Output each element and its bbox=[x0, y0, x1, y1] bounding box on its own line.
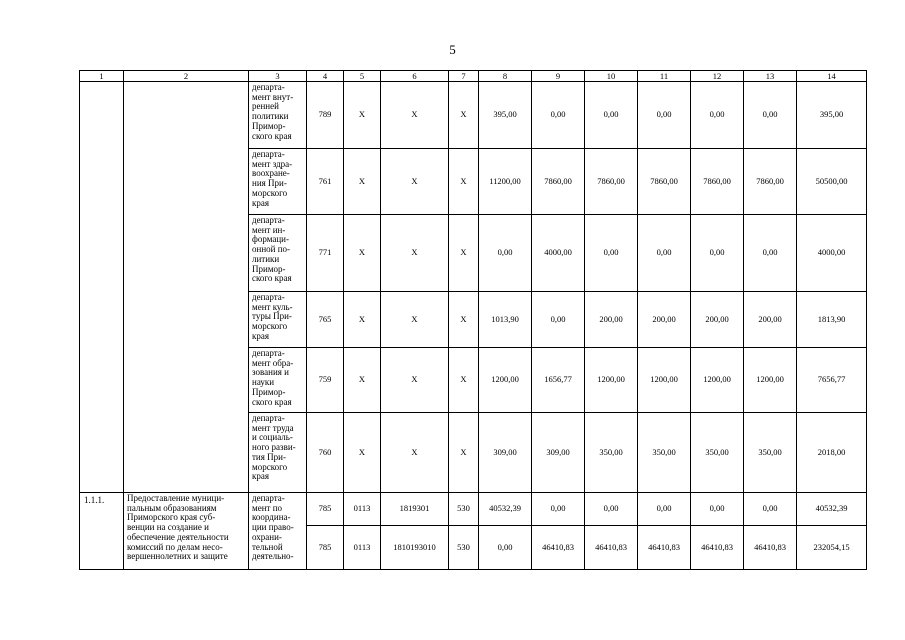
value-cell-c7: X bbox=[449, 348, 479, 413]
value-cell-c5: X bbox=[344, 292, 381, 348]
column-number: 14 bbox=[797, 71, 867, 82]
value-cell-c10: 350,00 bbox=[585, 413, 638, 493]
agency-cell: департа- мент внут- ренней политики Примор- ского края bbox=[249, 82, 307, 149]
value-cell-c13: 1200,00 bbox=[744, 348, 797, 413]
item-number-cell: 1.1.1. bbox=[80, 493, 124, 570]
value-cell-c8: 40532,39 bbox=[479, 493, 532, 526]
value-cell-c10: 46410,83 bbox=[585, 526, 638, 570]
budget-table bbox=[79, 70, 867, 570]
agency-cell: департа- мент обра- зования и науки Примор- ского края bbox=[249, 348, 307, 413]
value-cell-c9: 1656,77 bbox=[532, 348, 585, 413]
value-cell-c5: X bbox=[344, 413, 381, 493]
agency-cell: департа- мент здра- воохране- ния При- морского края bbox=[249, 149, 307, 215]
value-cell-c5: X bbox=[344, 348, 381, 413]
column-number: 8 bbox=[479, 71, 532, 82]
value-cell-c4: 785 bbox=[307, 526, 344, 570]
value-cell-c12: 46410,83 bbox=[691, 526, 744, 570]
page-number: 5 bbox=[449, 42, 456, 57]
value-cell-c6: X bbox=[381, 82, 449, 149]
value-cell-c9: 0,00 bbox=[532, 493, 585, 526]
value-cell-c10: 200,00 bbox=[585, 292, 638, 348]
value-cell-c7: X bbox=[449, 82, 479, 149]
value-cell-c10: 1200,00 bbox=[585, 348, 638, 413]
table-row bbox=[80, 493, 867, 526]
table-body bbox=[80, 71, 867, 570]
value-cell-c14: 2018,00 bbox=[797, 413, 867, 493]
value-cell-c14: 395,00 bbox=[797, 82, 867, 149]
value-cell-c12: 0,00 bbox=[691, 493, 744, 526]
value-cell-c5: X bbox=[344, 215, 381, 292]
column-number: 12 bbox=[691, 71, 744, 82]
agency-cell: департа- мент по координа- ции право- охрани- тельной деятельно- bbox=[249, 493, 307, 570]
column-number: 3 bbox=[249, 71, 307, 82]
agency-cell: департа- мент ин- формаци- онной по- литики Примор- ского края bbox=[249, 215, 307, 292]
value-cell-c12: 350,00 bbox=[691, 413, 744, 493]
value-cell-c7: 530 bbox=[449, 493, 479, 526]
value-cell-c7: X bbox=[449, 292, 479, 348]
value-cell-c5: X bbox=[344, 82, 381, 149]
agency-cell: департа- мент труда и социаль- ного разви- тия При- морского края bbox=[249, 413, 307, 493]
table-row bbox=[80, 82, 867, 149]
value-cell-c6: X bbox=[381, 348, 449, 413]
value-cell-c11: 0,00 bbox=[638, 82, 691, 149]
value-cell-c11: 46410,83 bbox=[638, 526, 691, 570]
value-cell-c12: 200,00 bbox=[691, 292, 744, 348]
value-cell-c11: 200,00 bbox=[638, 292, 691, 348]
value-cell-c13: 0,00 bbox=[744, 82, 797, 149]
item-number-cell bbox=[80, 82, 124, 493]
value-cell-c4: 759 bbox=[307, 348, 344, 413]
value-cell-c12: 1200,00 bbox=[691, 348, 744, 413]
value-cell-c9: 309,00 bbox=[532, 413, 585, 493]
value-cell-c13: 350,00 bbox=[744, 413, 797, 493]
value-cell-c13: 200,00 bbox=[744, 292, 797, 348]
value-cell-c6: X bbox=[381, 215, 449, 292]
value-cell-c10: 0,00 bbox=[585, 215, 638, 292]
value-cell-c8: 309,00 bbox=[479, 413, 532, 493]
value-cell-c7: X bbox=[449, 413, 479, 493]
value-cell-c14: 50500,00 bbox=[797, 149, 867, 215]
value-cell-c6: X bbox=[381, 292, 449, 348]
value-cell-c4: 765 bbox=[307, 292, 344, 348]
value-cell-c7: X bbox=[449, 215, 479, 292]
value-cell-c13: 46410,83 bbox=[744, 526, 797, 570]
value-cell-c12: 0,00 bbox=[691, 215, 744, 292]
value-cell-c9: 4000,00 bbox=[532, 215, 585, 292]
agency-cell: департа- мент куль- туры При- морского края bbox=[249, 292, 307, 348]
value-cell-c9: 0,00 bbox=[532, 82, 585, 149]
item-description-cell: Предоставление муници- пальным образованиям Приморского края суб- венции на создание и обеспечение деятельности комиссий по делам несо- вершеннолетних и защите bbox=[124, 493, 249, 570]
column-number: 10 bbox=[585, 71, 638, 82]
value-cell-c7: X bbox=[449, 149, 479, 215]
item-description-cell bbox=[124, 82, 249, 493]
value-cell-c9: 0,00 bbox=[532, 292, 585, 348]
column-number: 9 bbox=[532, 71, 585, 82]
column-number: 7 bbox=[449, 71, 479, 82]
value-cell-c11: 350,00 bbox=[638, 413, 691, 493]
value-cell-c8: 1200,00 bbox=[479, 348, 532, 413]
value-cell-c13: 0,00 bbox=[744, 493, 797, 526]
value-cell-c8: 11200,00 bbox=[479, 149, 532, 215]
value-cell-c9: 46410,83 bbox=[532, 526, 585, 570]
value-cell-c4: 785 bbox=[307, 493, 344, 526]
value-cell-c5: X bbox=[344, 149, 381, 215]
column-number: 4 bbox=[307, 71, 344, 82]
value-cell-c10: 0,00 bbox=[585, 82, 638, 149]
value-cell-c6: X bbox=[381, 149, 449, 215]
value-cell-c14: 1813,90 bbox=[797, 292, 867, 348]
value-cell-c8: 0,00 bbox=[479, 215, 532, 292]
value-cell-c13: 0,00 bbox=[744, 215, 797, 292]
value-cell-c6: 1819301 bbox=[381, 493, 449, 526]
value-cell-c13: 7860,00 bbox=[744, 149, 797, 215]
value-cell-c11: 7860,00 bbox=[638, 149, 691, 215]
value-cell-c8: 0,00 bbox=[479, 526, 532, 570]
column-number: 2 bbox=[124, 71, 249, 82]
column-number: 13 bbox=[744, 71, 797, 82]
value-cell-c10: 0,00 bbox=[585, 493, 638, 526]
value-cell-c4: 761 bbox=[307, 149, 344, 215]
value-cell-c6: 1810193010 bbox=[381, 526, 449, 570]
column-number: 1 bbox=[80, 71, 124, 82]
value-cell-c11: 1200,00 bbox=[638, 348, 691, 413]
column-number: 11 bbox=[638, 71, 691, 82]
value-cell-c14: 232054,15 bbox=[797, 526, 867, 570]
value-cell-c9: 7860,00 bbox=[532, 149, 585, 215]
value-cell-c6: X bbox=[381, 413, 449, 493]
value-cell-c12: 0,00 bbox=[691, 82, 744, 149]
column-number: 6 bbox=[381, 71, 449, 82]
value-cell-c8: 395,00 bbox=[479, 82, 532, 149]
value-cell-c11: 0,00 bbox=[638, 215, 691, 292]
value-cell-c4: 760 bbox=[307, 413, 344, 493]
value-cell-c14: 7656,77 bbox=[797, 348, 867, 413]
value-cell-c8: 1013,90 bbox=[479, 292, 532, 348]
value-cell-c4: 789 bbox=[307, 82, 344, 149]
value-cell-c5: 0113 bbox=[344, 526, 381, 570]
value-cell-c10: 7860,00 bbox=[585, 149, 638, 215]
column-number: 5 bbox=[344, 71, 381, 82]
column-number-row bbox=[80, 71, 867, 82]
value-cell-c7: 530 bbox=[449, 526, 479, 570]
value-cell-c5: 0113 bbox=[344, 493, 381, 526]
value-cell-c12: 7860,00 bbox=[691, 149, 744, 215]
value-cell-c4: 771 bbox=[307, 215, 344, 292]
value-cell-c14: 40532,39 bbox=[797, 493, 867, 526]
value-cell-c14: 4000,00 bbox=[797, 215, 867, 292]
value-cell-c11: 0,00 bbox=[638, 493, 691, 526]
